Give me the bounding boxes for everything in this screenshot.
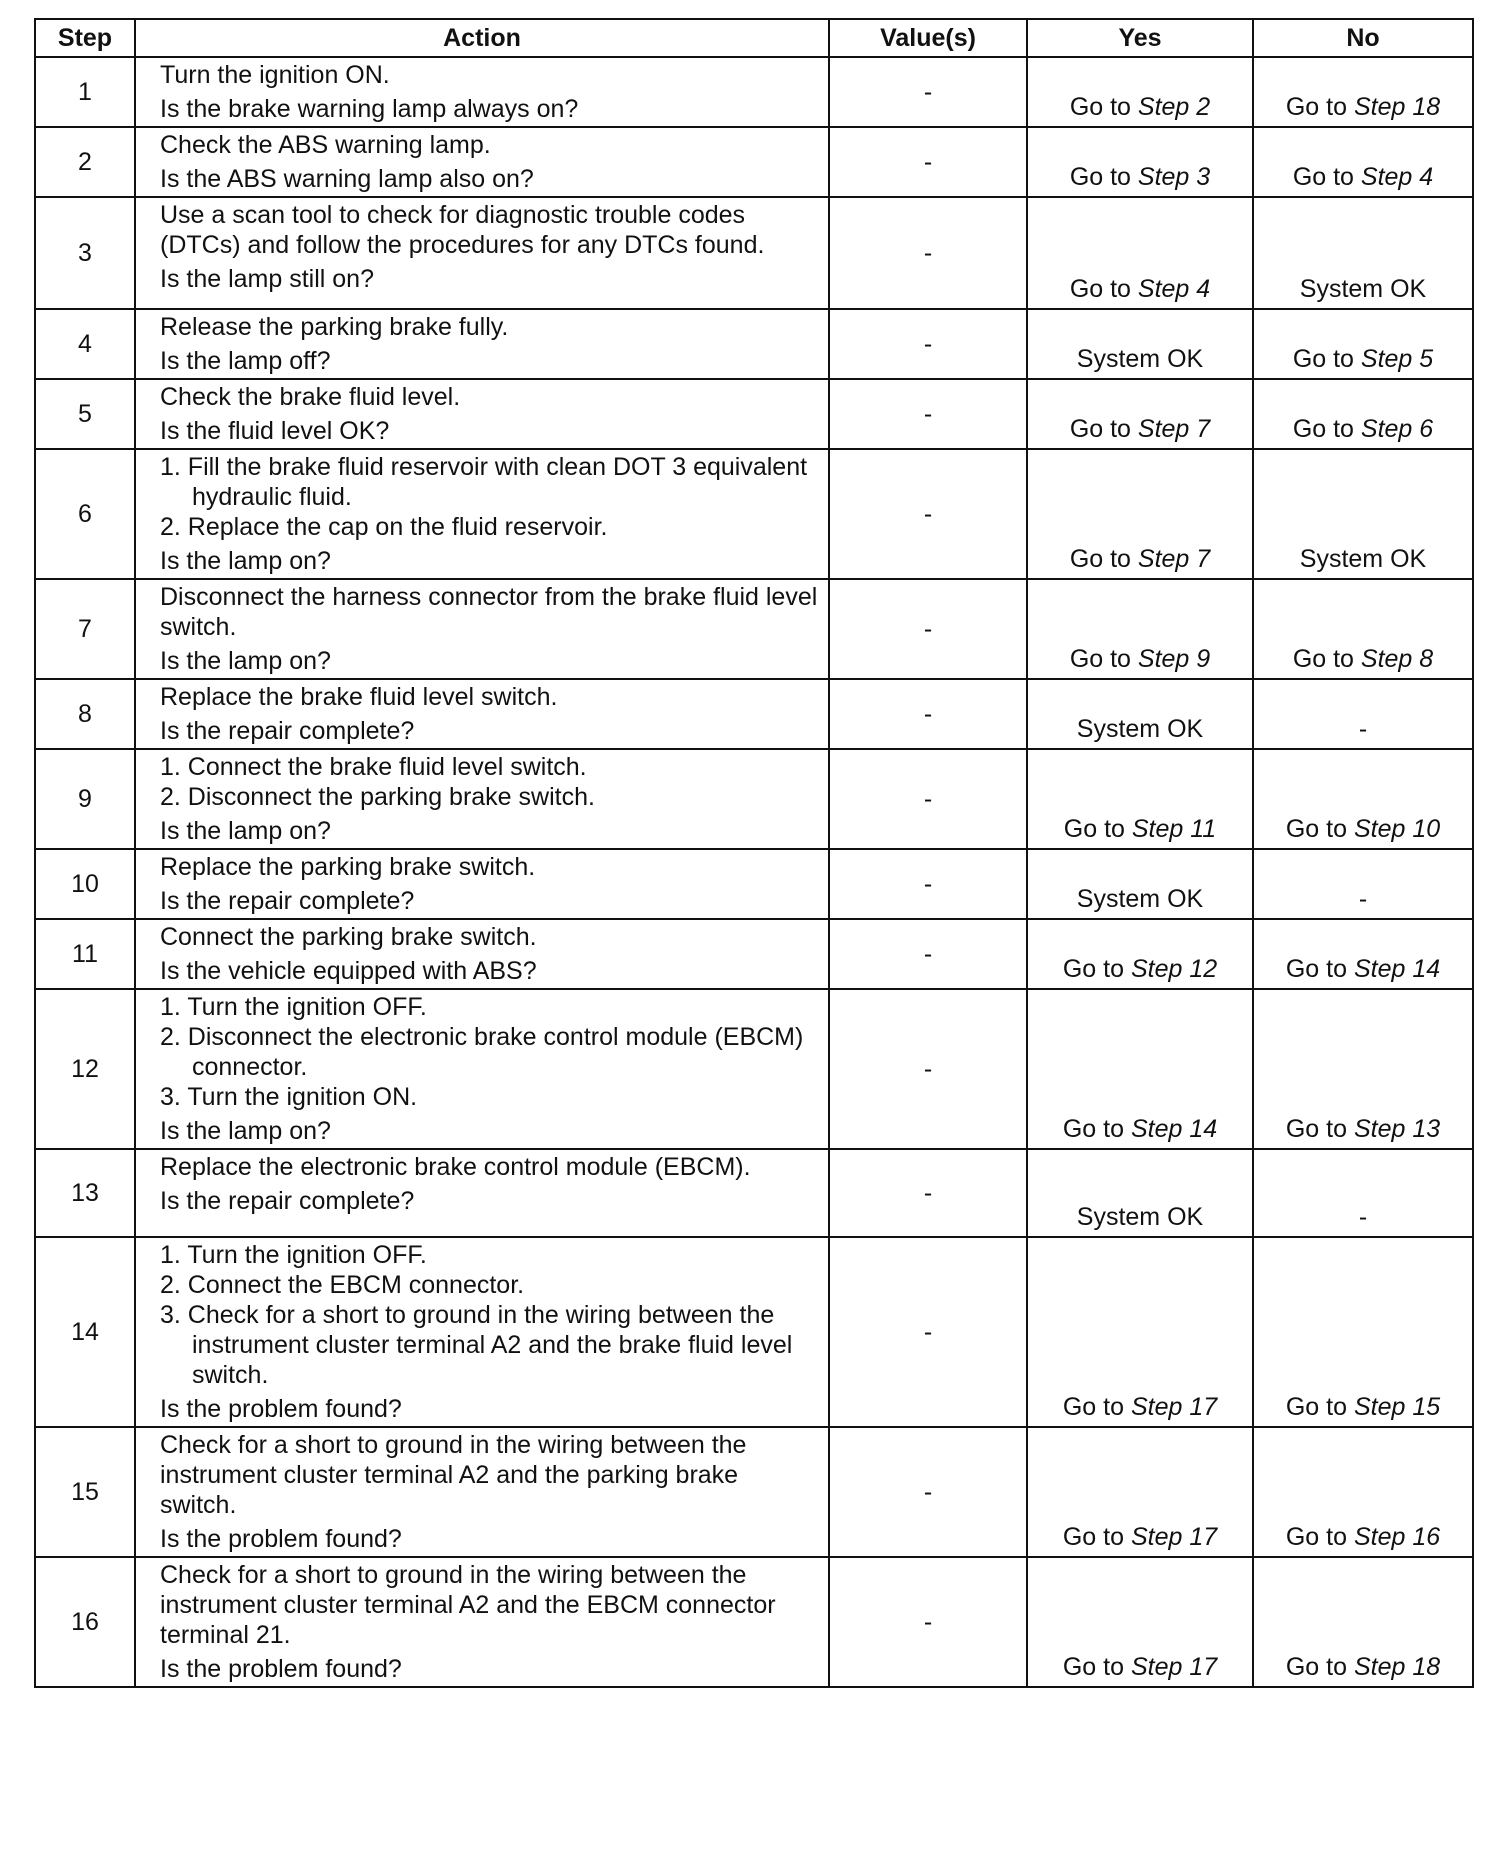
table-row — [35, 1149, 1473, 1237]
value-cell: - — [829, 1427, 1027, 1557]
action-text: Replace the electronic brake control module (EBCM). — [160, 1153, 751, 1181]
yes-result: System OK — [1076, 885, 1204, 913]
goto-prefix: Go to — [1062, 1393, 1131, 1421]
step-number: 4 — [35, 309, 135, 379]
goto-prefix: Go to — [1285, 1653, 1354, 1681]
goto-step: Step 4 — [1360, 163, 1434, 191]
table-row — [35, 989, 1473, 1149]
goto-step: Step 4 — [1137, 275, 1211, 303]
action-cell — [135, 1149, 829, 1237]
goto-prefix: Go to — [1285, 1115, 1354, 1143]
goto-prefix: Go to — [1292, 645, 1361, 673]
goto-prefix: Go to — [1069, 275, 1138, 303]
no-result: - — [1358, 1203, 1368, 1231]
yes-cell — [1027, 449, 1253, 579]
action-question: Is the lamp still on? — [160, 265, 374, 293]
action-cell — [135, 579, 829, 679]
value-cell: - — [829, 1557, 1027, 1687]
action-cell — [135, 57, 829, 127]
yes-cell — [1027, 197, 1253, 309]
goto-prefix: Go to — [1069, 645, 1138, 673]
yes-cell — [1027, 989, 1253, 1149]
no-cell — [1253, 679, 1473, 749]
action-question: Is the lamp on? — [160, 547, 331, 575]
yes-cell — [1027, 1237, 1253, 1427]
yes-cell — [1027, 379, 1253, 449]
no-result: - — [1358, 715, 1368, 743]
action-text: Release the parking brake fully. — [160, 313, 509, 341]
action-text: 3. Check for a short to ground in the wiring between the instrument cluster terminal A2 and the brake fluid level switch. — [160, 1301, 793, 1389]
no-cell — [1253, 579, 1473, 679]
header-row — [35, 19, 1473, 57]
yes-cell — [1027, 919, 1253, 989]
goto-prefix: Go to — [1285, 1393, 1354, 1421]
action-question: Is the ABS warning lamp also on? — [160, 165, 534, 193]
goto-step: Step 2 — [1137, 93, 1211, 121]
no-cell — [1253, 379, 1473, 449]
action-text: Check for a short to ground in the wiring between the instrument cluster terminal A2 and the parking brake switch. — [160, 1431, 747, 1519]
action-question: Is the brake warning lamp always on? — [160, 95, 579, 123]
no-cell — [1253, 127, 1473, 197]
no-result: - — [1358, 885, 1368, 913]
yes-cell — [1027, 127, 1253, 197]
action-cell — [135, 197, 829, 309]
action-text: Replace the parking brake switch. — [160, 853, 536, 881]
value-cell: - — [829, 309, 1027, 379]
action-cell — [135, 449, 829, 579]
no-cell — [1253, 1557, 1473, 1687]
diagnostic-table — [34, 18, 1474, 1688]
yes-result: System OK — [1076, 345, 1204, 373]
no-cell — [1253, 989, 1473, 1149]
goto-prefix: Go to — [1069, 163, 1138, 191]
value-cell: - — [829, 579, 1027, 679]
table-row — [35, 679, 1473, 749]
yes-cell — [1027, 579, 1253, 679]
yes-cell — [1027, 849, 1253, 919]
header-action: Action — [135, 19, 829, 57]
goto-step: Step 18 — [1353, 93, 1441, 121]
no-cell — [1253, 1149, 1473, 1237]
table-header — [35, 19, 1473, 57]
value-cell: - — [829, 449, 1027, 579]
goto-prefix: Go to — [1069, 545, 1138, 573]
step-number: 9 — [35, 749, 135, 849]
goto-step: Step 15 — [1353, 1393, 1441, 1421]
step-number: 16 — [35, 1557, 135, 1687]
goto-prefix: Go to — [1285, 93, 1354, 121]
no-cell — [1253, 849, 1473, 919]
step-number: 8 — [35, 679, 135, 749]
goto-step: Step 17 — [1130, 1393, 1218, 1421]
value-cell: - — [829, 849, 1027, 919]
goto-prefix: Go to — [1292, 163, 1361, 191]
action-text: 1. Turn the ignition OFF. — [160, 1241, 427, 1269]
action-text: Replace the brake fluid level switch. — [160, 683, 558, 711]
table-row — [35, 57, 1473, 127]
step-number: 15 — [35, 1427, 135, 1557]
action-question: Is the repair complete? — [160, 717, 415, 745]
goto-prefix: Go to — [1292, 345, 1361, 373]
no-cell — [1253, 1427, 1473, 1557]
goto-prefix: Go to — [1062, 1523, 1131, 1551]
yes-cell — [1027, 1427, 1253, 1557]
goto-step: Step 7 — [1137, 415, 1211, 443]
action-question: Is the repair complete? — [160, 1187, 415, 1215]
action-question: Is the lamp on? — [160, 647, 331, 675]
step-number: 12 — [35, 989, 135, 1149]
header-step: Step — [35, 19, 135, 57]
step-number: 11 — [35, 919, 135, 989]
value-cell: - — [829, 1237, 1027, 1427]
table-row — [35, 197, 1473, 309]
action-text: 2. Disconnect the electronic brake control module (EBCM) connector. — [160, 1023, 804, 1081]
goto-step: Step 14 — [1130, 1115, 1218, 1143]
action-cell — [135, 379, 829, 449]
goto-step: Step 11 — [1131, 815, 1217, 843]
table-row — [35, 1427, 1473, 1557]
table-body — [35, 57, 1473, 1687]
action-text: Disconnect the harness connector from the brake fluid level switch. — [160, 583, 818, 641]
table-row — [35, 449, 1473, 579]
no-cell — [1253, 919, 1473, 989]
action-cell — [135, 989, 829, 1149]
table-row — [35, 749, 1473, 849]
action-cell — [135, 679, 829, 749]
table-row — [35, 127, 1473, 197]
goto-prefix: Go to — [1069, 415, 1138, 443]
goto-step: Step 7 — [1137, 545, 1211, 573]
action-question: Is the problem found? — [160, 1395, 402, 1423]
step-number: 10 — [35, 849, 135, 919]
action-question: Is the problem found? — [160, 1655, 402, 1683]
no-cell — [1253, 309, 1473, 379]
action-cell — [135, 127, 829, 197]
no-cell — [1253, 749, 1473, 849]
goto-step: Step 6 — [1360, 415, 1434, 443]
action-cell — [135, 749, 829, 849]
header-yes: Yes — [1027, 19, 1253, 57]
step-number: 7 — [35, 579, 135, 679]
goto-prefix: Go to — [1062, 955, 1131, 983]
goto-prefix: Go to — [1292, 415, 1361, 443]
action-text: 3. Turn the ignition ON. — [160, 1083, 418, 1111]
value-cell: - — [829, 749, 1027, 849]
action-text: 2. Disconnect the parking brake switch. — [160, 783, 595, 811]
yes-result: System OK — [1076, 715, 1204, 743]
action-cell — [135, 919, 829, 989]
action-cell — [135, 1427, 829, 1557]
action-question: Is the lamp on? — [160, 1117, 331, 1145]
no-cell — [1253, 57, 1473, 127]
yes-cell — [1027, 1557, 1253, 1687]
goto-step: Step 18 — [1353, 1653, 1441, 1681]
action-cell — [135, 1237, 829, 1427]
step-number: 5 — [35, 379, 135, 449]
value-cell: - — [829, 679, 1027, 749]
table-row — [35, 379, 1473, 449]
no-cell — [1253, 197, 1473, 309]
table-row — [35, 919, 1473, 989]
no-cell — [1253, 1237, 1473, 1427]
action-question: Is the repair complete? — [160, 887, 415, 915]
goto-prefix: Go to — [1285, 815, 1354, 843]
table-row — [35, 309, 1473, 379]
action-cell — [135, 849, 829, 919]
action-question: Is the problem found? — [160, 1525, 402, 1553]
goto-step: Step 17 — [1130, 1653, 1218, 1681]
table-row — [35, 849, 1473, 919]
goto-step: Step 17 — [1130, 1523, 1218, 1551]
table-row — [35, 579, 1473, 679]
action-text: Check the ABS warning lamp. — [160, 131, 491, 159]
action-text: 1. Connect the brake fluid level switch. — [160, 753, 587, 781]
action-question: Is the fluid level OK? — [160, 417, 390, 445]
goto-step: Step 3 — [1137, 163, 1211, 191]
goto-step: Step 12 — [1130, 955, 1218, 983]
step-number: 13 — [35, 1149, 135, 1237]
value-cell: - — [829, 127, 1027, 197]
value-cell: - — [829, 1149, 1027, 1237]
value-cell: - — [829, 57, 1027, 127]
value-cell: - — [829, 919, 1027, 989]
step-number: 3 — [35, 197, 135, 309]
table-row — [35, 1237, 1473, 1427]
action-text: Turn the ignition ON. — [160, 61, 390, 89]
action-text: Check for a short to ground in the wiring between the instrument cluster terminal A2 and the EBCM connector terminal 21. — [160, 1561, 776, 1649]
step-number: 1 — [35, 57, 135, 127]
goto-prefix: Go to — [1062, 1115, 1131, 1143]
action-question: Is the lamp on? — [160, 817, 331, 845]
yes-cell — [1027, 57, 1253, 127]
goto-prefix: Go to — [1285, 1523, 1354, 1551]
yes-cell — [1027, 679, 1253, 749]
yes-result: System OK — [1076, 1203, 1204, 1231]
goto-step: Step 10 — [1353, 815, 1441, 843]
goto-step: Step 14 — [1353, 955, 1441, 983]
header-values: Value(s) — [829, 19, 1027, 57]
goto-prefix: Go to — [1063, 815, 1132, 843]
header-no: No — [1253, 19, 1473, 57]
goto-step: Step 13 — [1353, 1115, 1441, 1143]
value-cell: - — [829, 379, 1027, 449]
action-cell — [135, 1557, 829, 1687]
goto-step: Step 16 — [1353, 1523, 1441, 1551]
goto-prefix: Go to — [1285, 955, 1354, 983]
yes-cell — [1027, 309, 1253, 379]
action-text: Check the brake fluid level. — [160, 383, 461, 411]
action-text: 2. Replace the cap on the fluid reservoir. — [160, 513, 608, 541]
action-cell — [135, 309, 829, 379]
goto-step: Step 5 — [1360, 345, 1434, 373]
step-number: 2 — [35, 127, 135, 197]
action-question: Is the vehicle equipped with ABS? — [160, 957, 537, 985]
no-result: System OK — [1299, 275, 1427, 303]
yes-cell — [1027, 1149, 1253, 1237]
action-text: Use a scan tool to check for diagnostic trouble codes (DTCs) and follow the procedures for any DTCs found. — [160, 201, 765, 259]
yes-cell — [1027, 749, 1253, 849]
table-row — [35, 1557, 1473, 1687]
action-text: 1. Fill the brake fluid reservoir with clean DOT 3 equivalent hydraulic fluid. — [160, 453, 808, 511]
no-result: System OK — [1299, 545, 1427, 573]
goto-prefix: Go to — [1062, 1653, 1131, 1681]
goto-step: Step 9 — [1137, 645, 1211, 673]
action-question: Is the lamp off? — [160, 347, 331, 375]
action-text: Connect the parking brake switch. — [160, 923, 537, 951]
value-cell: - — [829, 197, 1027, 309]
step-number: 6 — [35, 449, 135, 579]
no-cell — [1253, 449, 1473, 579]
goto-step: Step 8 — [1360, 645, 1434, 673]
action-text: 2. Connect the EBCM connector. — [160, 1271, 525, 1299]
value-cell: - — [829, 989, 1027, 1149]
goto-prefix: Go to — [1069, 93, 1138, 121]
action-text: 1. Turn the ignition OFF. — [160, 993, 427, 1021]
step-number: 14 — [35, 1237, 135, 1427]
